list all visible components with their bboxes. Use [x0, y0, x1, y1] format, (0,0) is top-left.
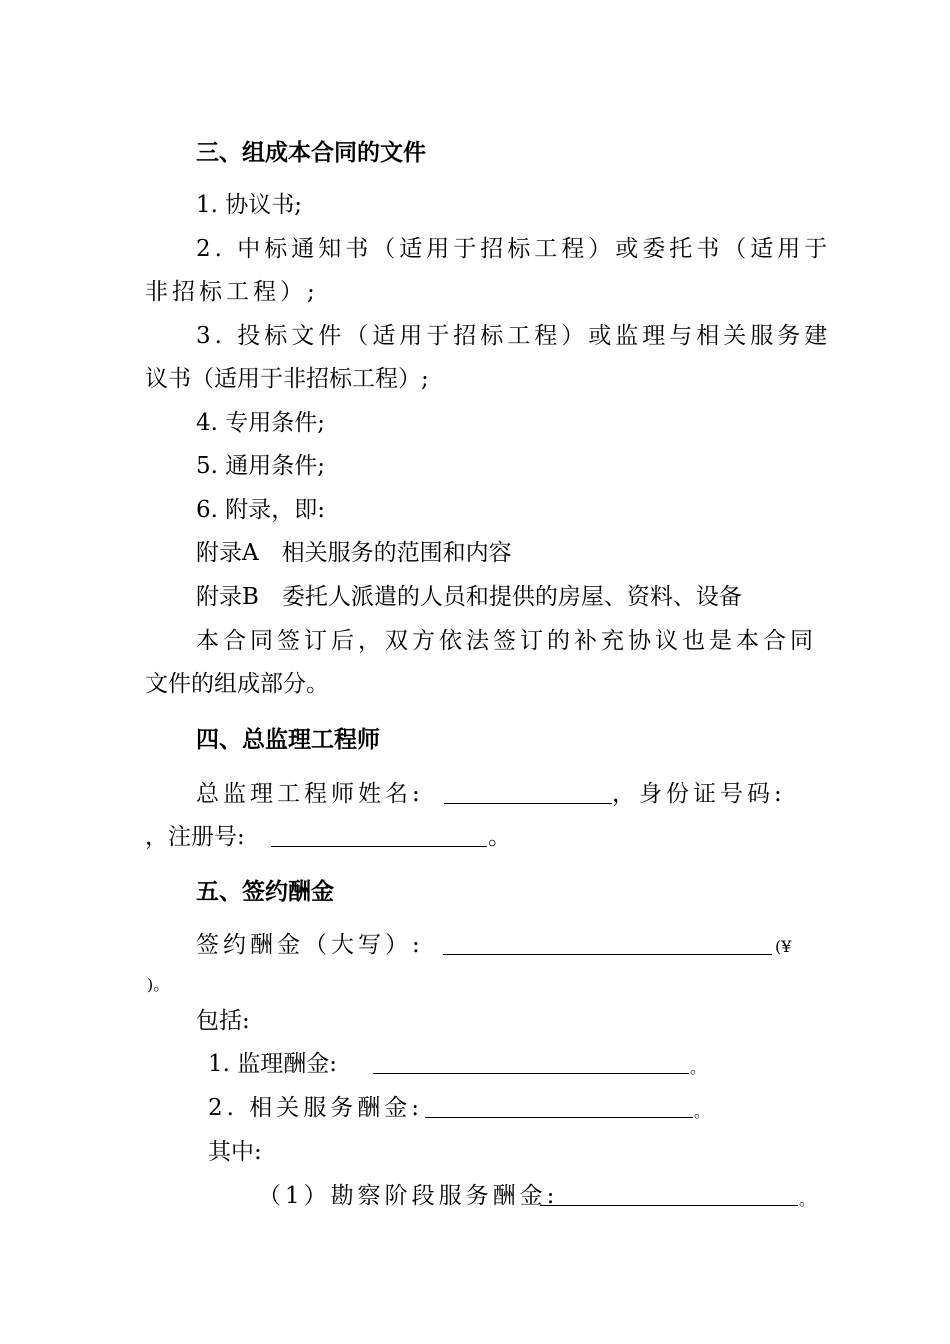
related-service-fee-end: 。 — [694, 1102, 711, 1121]
yen-open: (¥ — [775, 937, 792, 956]
among-label: 其中: — [208, 1139, 262, 1165]
survey-stage-fee-end: 。 — [799, 1190, 816, 1209]
list-item: 2. 中标通知书（适用于招标工程）或委托书（适用于 — [196, 236, 832, 262]
contract-amount-field[interactable] — [443, 934, 772, 955]
chief-engineer-name-label: 总监理工程师姓名: — [196, 781, 424, 807]
supervision-fee-end: 。 — [690, 1058, 707, 1077]
paragraph-continuation: 文件的组成部分。 — [145, 671, 329, 697]
related-service-fee-label: 2. 相关服务酬金: — [208, 1095, 424, 1121]
id-number-label: ，身份证号码: — [612, 781, 786, 807]
section-3-title: 三、组成本合同的文件 — [196, 140, 426, 166]
registration-label: ，注册号: — [145, 824, 245, 850]
supervision-fee-label: 1. 监理酬金: — [208, 1051, 338, 1077]
list-item: 4. 专用条件; — [196, 410, 326, 436]
appendix-b: 附录B 委托人派遣的人员和提供的房屋、资料、设备 — [196, 584, 742, 610]
related-service-fee-field[interactable] — [425, 1097, 693, 1118]
appendix-a: 附录A 相关服务的范围和内容 — [196, 540, 512, 566]
section-5-title: 五、签约酬金 — [196, 879, 334, 905]
list-item: 1. 协议书; — [196, 192, 303, 218]
yen-close: )。 — [147, 975, 170, 994]
supervision-fee-field[interactable] — [373, 1053, 689, 1074]
registration-end: 。 — [488, 824, 511, 850]
survey-stage-fee-label: （1）勘察阶段服务酬金: — [258, 1183, 559, 1209]
paragraph: 本合同签订后，双方依法签订的补充协议也是本合同 — [196, 628, 817, 654]
list-item-continuation: 议书（适用于非招标工程）; — [145, 366, 429, 392]
contract-amount-label: 签约酬金（大写）: — [196, 932, 424, 958]
list-item: 3. 投标文件（适用于招标工程）或监理与相关服务建 — [196, 323, 832, 349]
chief-engineer-name-field[interactable] — [444, 783, 612, 804]
survey-stage-fee-field[interactable] — [540, 1185, 798, 1206]
list-item: 6. 附录，即: — [196, 497, 326, 523]
list-item-continuation: 非招标工程）; — [145, 279, 319, 305]
list-item: 5. 通用条件; — [196, 453, 326, 479]
registration-number-field[interactable] — [271, 826, 487, 847]
section-4-title: 四、总监理工程师 — [196, 727, 380, 753]
includes-label: 包括: — [196, 1008, 250, 1034]
